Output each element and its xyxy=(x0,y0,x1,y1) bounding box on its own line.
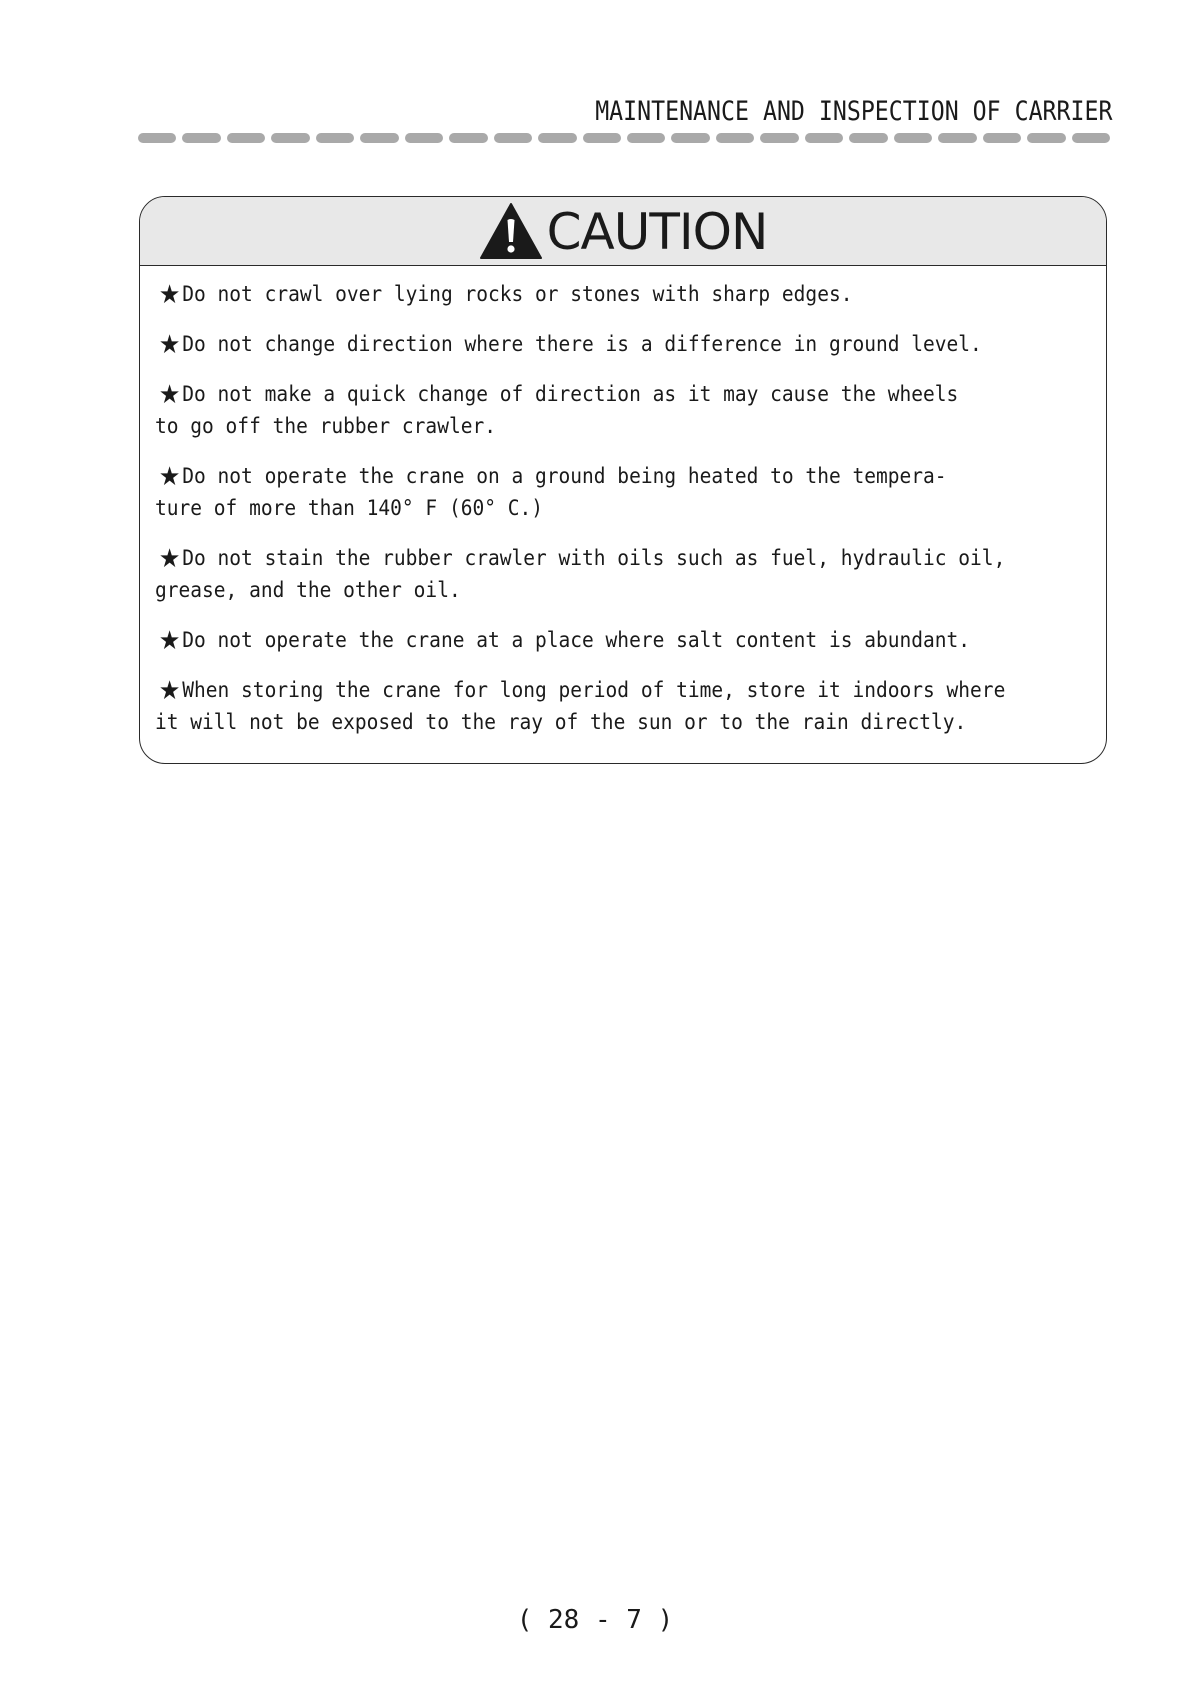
caution-header xyxy=(140,197,1106,266)
star-icon: ★ xyxy=(158,462,181,492)
caution-item-line xyxy=(155,674,1094,706)
caution-item xyxy=(155,460,1094,524)
caution-item-line xyxy=(155,410,1094,442)
caution-title: CAUTION xyxy=(546,203,768,261)
caution-box xyxy=(139,196,1107,764)
caution-item-line xyxy=(155,460,1094,492)
caution-item-text: Do not make a quick change of direction as it may cause the wheels xyxy=(182,382,959,406)
caution-item-line xyxy=(155,328,1094,360)
star-icon: ★ xyxy=(158,330,181,360)
star-icon: ★ xyxy=(158,380,181,410)
page-number: ( 28 - 7 ) xyxy=(516,1605,674,1635)
caution-item-text: Do not change direction where there is a difference in ground level. xyxy=(182,332,982,356)
star-icon: ★ xyxy=(158,626,181,656)
caution-item-text: Do not operate the crane on a ground being heated to the tempera- xyxy=(182,464,947,488)
caution-item xyxy=(155,674,1094,738)
caution-item-text: to go off the rubber crawler. xyxy=(155,414,496,438)
star-icon: ★ xyxy=(158,676,181,706)
caution-list xyxy=(140,266,1106,738)
caution-item-text: When storing the crane for long period of time, store it indoors where xyxy=(182,678,1006,702)
caution-item-text: it will not be exposed to the ray of the sun or to the rain directly. xyxy=(155,710,967,734)
caution-item-line xyxy=(155,706,1094,738)
section-title: MAINTENANCE AND INSPECTION OF CARRIER xyxy=(594,96,1112,127)
caution-item xyxy=(155,328,1094,360)
star-icon: ★ xyxy=(158,544,181,574)
caution-item-line xyxy=(155,278,1094,310)
caution-item-line xyxy=(155,378,1094,410)
caution-item xyxy=(155,378,1094,442)
caution-item-line xyxy=(155,624,1094,656)
caution-item-line xyxy=(155,542,1094,574)
caution-item xyxy=(155,624,1094,656)
caution-item-text: Do not crawl over lying rocks or stones with sharp edges. xyxy=(182,282,853,306)
dashed-divider xyxy=(138,133,1110,143)
caution-item-text: Do not operate the crane at a place where salt content is abundant. xyxy=(182,628,971,652)
caution-item-line xyxy=(155,574,1094,606)
caution-item-text: grease, and the other oil. xyxy=(155,578,461,602)
caution-item xyxy=(155,278,1094,310)
star-icon: ★ xyxy=(158,280,181,310)
caution-item-line xyxy=(155,492,1094,524)
caution-item-text: Do not stain the rubber crawler with oils such as fuel, hydraulic oil, xyxy=(182,546,1006,570)
caution-item-text: ture of more than 140° F (60° C.) xyxy=(155,496,544,520)
warning-triangle-icon xyxy=(479,202,543,260)
caution-item xyxy=(155,542,1094,606)
